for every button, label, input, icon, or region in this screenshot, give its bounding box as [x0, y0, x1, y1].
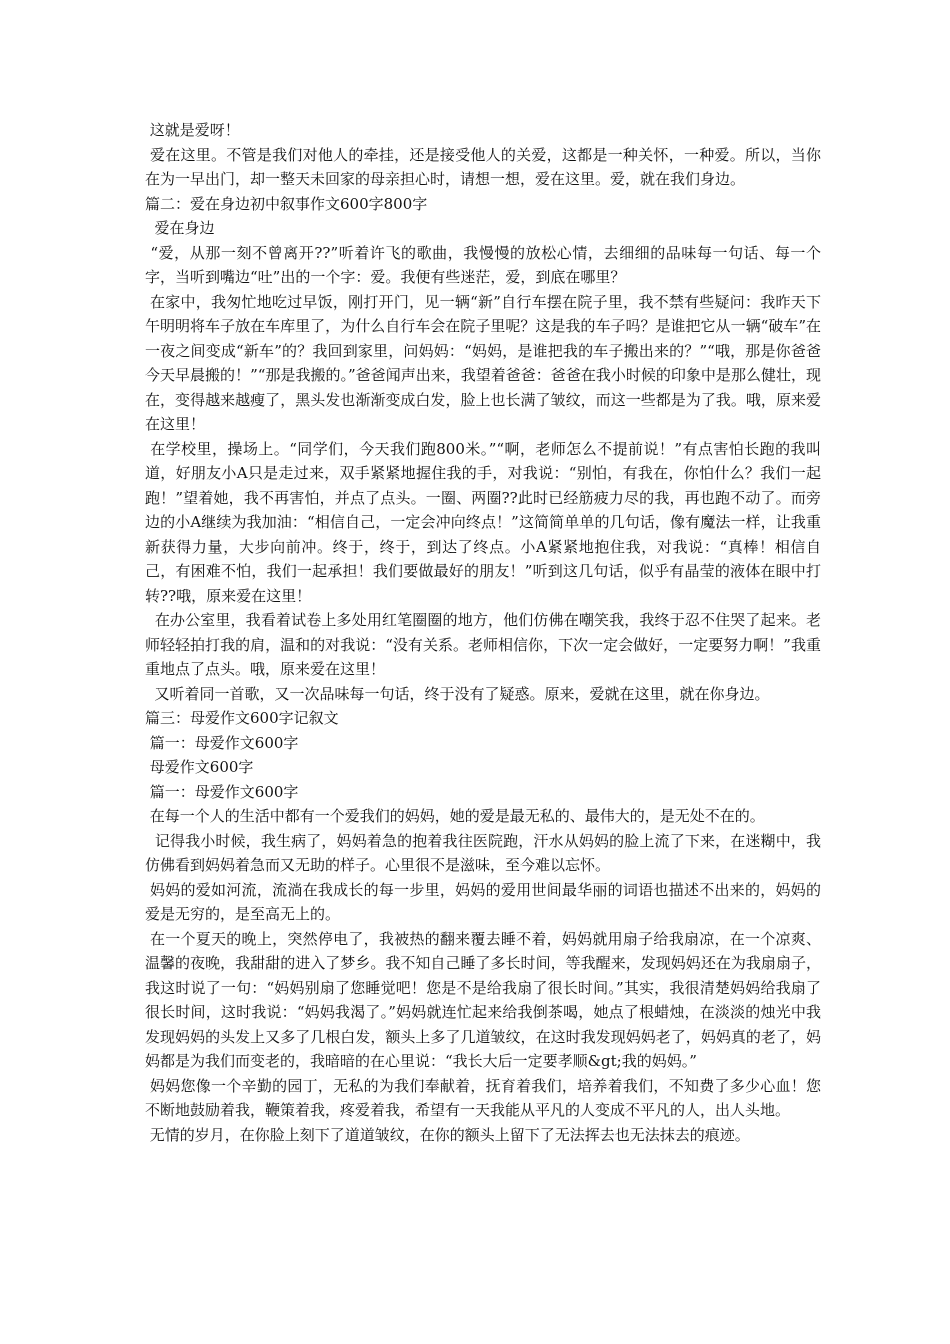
essay-title-love-around: 爱在身边 [145, 219, 215, 237]
paragraph-childhood-illness: 记得我小时候，我生病了，妈妈着急的抱着我往医院跑，汗水从妈妈的脸上流了下来，在迷糊中，我仿佛看到妈妈着急而又无助的样子。心里很不是滋味，至今难以忘怀。 [145, 831, 821, 874]
paragraph-in-office: 在办公室里，我看着试卷上多处用红笔圈圈的地方，他们仿佛在嘲笑我，我终于忍不住哭了起来。老师轻轻拍打我的肩，温和的对我说：“没有关系。老师相信你，下次一定会做好，一定要努力啊！”我重重地点了点头。哦，原来爱在这里！ [145, 611, 821, 678]
document-page [145, 118, 821, 1147]
paragraph-love-here: 爱在这里。不管是我们对他人的牵挂，还是接受他人的关爱，这都是一种关怀，一种爱。所以，当你在为一早出门，却一整天未回家的母亲担心时，请想一想，爱在这里。爱，就在我们身边。 [145, 145, 821, 188]
paragraph-ruthless-years: 无情的岁月，在你脸上刻下了道道皱纹，在你的额头上留下了无法挥去也无法抹去的痕迹。 [145, 1125, 750, 1144]
paragraph-at-home: 在家中，我匆忙地吃过早饭，刚打开门，见一辆“新”自行车摆在院子里，我不禁有些疑问：我昨天下午明明将车子放在车库里了，为什么自行车会在院子里呢？这是我的车子吗？是谁把它从一辆“破车”在一夜之间变成“新车”的？我回到家里，问妈妈：“妈妈，是谁把我的车子搬出来的？”“哦，那是你爸爸今天早晨搬的！”“那是我搬的。”爸爸闻声出来，我望着爸爸：爸爸在我小时候的印象中是那么健壮，现在，变得越来越瘦了，黑头发也渐渐变成白发，脸上也长满了皱纹，而这一些都是为了我。哦，原来爱在这里！ [145, 292, 821, 433]
essay-title-mother-love: 母爱作文600字 [145, 758, 254, 776]
paragraph-at-school: 在学校里，操场上。“同学们，今天我们跑800米。”“啊，老师怎么不提前说！”有点害怕长跑的我叫道，好朋友小A只是走过来，双手紧紧地握住我的手，对我说：“别怕，有我在，你怕什么？我们一起跑！”望着她，我不再害怕，并点了点头。一圈、两圈??此时已经筋疲力尽的我，再也跑不动了。而旁边的小A继续为我加油：“相信自己，一定会冲向终点！”这简简单单的几句话，像有魔法一样，让我重新获得力量，大步向前冲。终于，终于，到达了终点。小A紧紧地抱住我，对我说：“真棒！相信自己，有困难不怕，我们一起承担！我们要做最好的朋友！”听到这几句话，似乎有晶莹的液体在眼中打转??哦，原来爱在这里！ [145, 439, 821, 605]
sub-heading-1: 篇一：母爱作文600字 [145, 733, 299, 752]
paragraph-love-like-river: 妈妈的爱如河流，流淌在我成长的每一步里，妈妈的爱用世间最华丽的词语也描述不出来的，妈妈的爱是无穷的，是至高无上的。 [145, 880, 821, 923]
paragraph-gardener: 妈妈您像一个辛勤的园丁，无私的为我们奉献着，抚育着我们，培养着我们，不知费了多少心血！您不断地鼓励着我，鞭策着我，疼爱着我，希望有一天我能从平凡的人变成不平凡的人，出人头地。 [145, 1076, 821, 1119]
paragraph-song-intro: “爱，从那一刻不曾离开??”听着许飞的歌曲，我慢慢的放松心情，去细细的品味每一句话、每一个字，当听到嘴边“吐”出的一个字：爱。我便有些迷茫，爱，到底在哪里？ [145, 243, 821, 286]
sub-heading-1-repeat: 篇一：母爱作文600字 [145, 782, 299, 801]
paragraph-conclusion-love: 这就是爱呀！ [145, 121, 240, 139]
paragraph-every-mother: 在每一个人的生活中都有一个爱我们的妈妈，她的爱是最无私的、最伟大的，是无处不在的。 [145, 807, 765, 825]
paragraph-summer-night: 在一个夏天的晚上，突然停电了，我被热的翻来覆去睡不着，妈妈就用扇子给我扇凉，在一个凉爽、温馨的夜晚，我甜甜的进入了梦乡。我不知自己睡了多长时间，等我醒来，发现妈妈还在为我扇扇子，我这时说了一句：“妈妈别扇了您睡觉吧！您是不是给我扇了很长时间。”其实，我很清楚妈妈给我扇了很长时间，这时我说：“妈妈我渴了。”妈妈就连忙起来给我倒茶喝，她点了根蜡烛，在淡淡的烛光中我发现妈妈的头发上又多了几根白发，额头上多了几道皱纹，在这时我发现妈妈老了，妈妈真的老了，妈妈都是为我们而变老的，我暗暗的在心里说：“我长大后一定要孝顺&gt;我的妈妈。” [145, 929, 821, 1070]
section-heading-3: 篇三：母爱作文600字记叙文 [145, 709, 339, 727]
paragraph-same-song: 又听着同一首歌，又一次品味每一句话，终于没有了疑惑。原来，爱就在这里，就在你身边。 [145, 684, 770, 703]
section-heading-2: 篇二：爱在身边初中叙事作文600字800字 [145, 194, 428, 213]
